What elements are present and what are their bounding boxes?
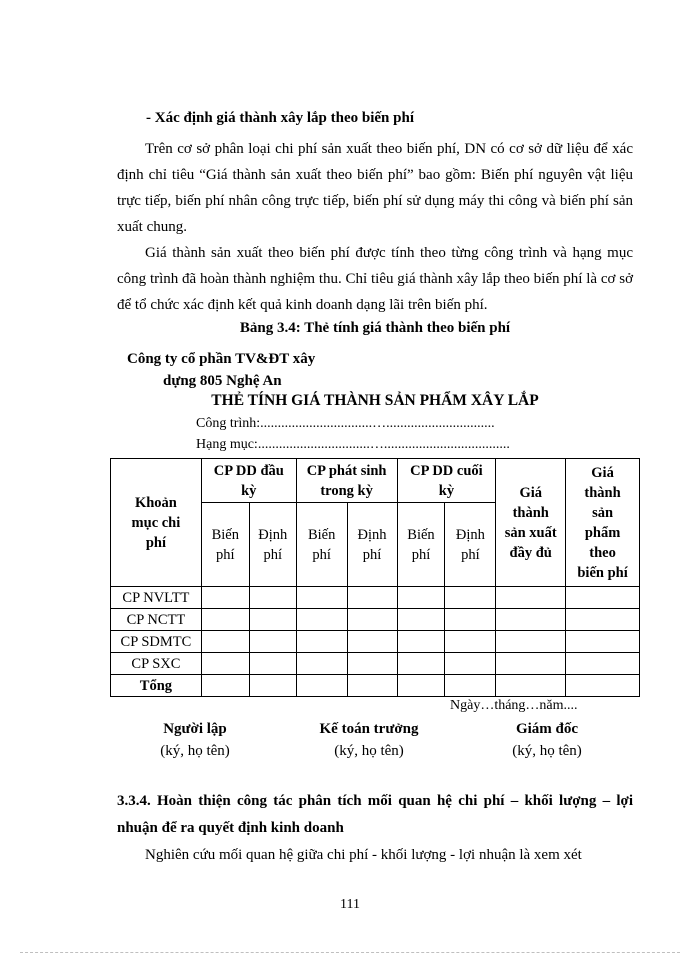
- signature-title: Người lập: [163, 721, 227, 737]
- header-gia-thanh-day-du: Giá thành sản xuất đầy đủ: [496, 459, 566, 587]
- section-heading: 3.3.4. Hoàn thiện công tác phân tích mối quan hệ chi phí – khối lượng – lợi nhuận để ra quyết định kinh doanh: [117, 793, 633, 836]
- header-cp-dd-dau: CP DD đầu kỳ: [201, 459, 296, 503]
- row-label: CP NCTT: [111, 609, 202, 631]
- header-dinh-phi: Định phí: [445, 503, 496, 587]
- cost-card-table: [110, 458, 640, 697]
- signature-note: (ký, họ tên): [160, 743, 230, 759]
- signature-title: Kế toán trưởng: [319, 721, 419, 737]
- paragraph-2: Giá thành sản xuất theo biến phí được tính theo từng công trình và hạng mục công trình đã hoàn thành nghiệm thu. Chỉ tiêu giá thành xây lắp theo biến phí là cơ sở để tổ chức xác định kết quả kinh doanh dạng lãi trên biến phí.: [117, 245, 633, 313]
- row-label: CP SDMTC: [111, 631, 202, 653]
- paragraph-3: Nghiên cứu mối quan hệ giữa chi phí - khối lượng - lợi nhuận là xem xét: [145, 847, 582, 863]
- table-caption: Bảng 3.4: Thẻ tính giá thành theo biến phí: [239, 320, 511, 336]
- item-line: Hạng mục:................................…....................................: [196, 437, 510, 452]
- page-number: 111: [340, 897, 360, 912]
- header-khoan-muc: Khoản mục chi phí: [111, 459, 202, 587]
- header-bien-phi: Biến phí: [201, 503, 249, 587]
- row-label-total: Tổng: [111, 675, 202, 697]
- signature-note: (ký, họ tên): [512, 743, 582, 759]
- signature-title: Giám đốc: [515, 721, 579, 737]
- row-label: CP SXC: [111, 653, 202, 675]
- table-row: [111, 631, 640, 653]
- header-bien-phi: Biến phí: [296, 503, 347, 587]
- card-title: THẺ TÍNH GIÁ THÀNH SẢN PHẨM XÂY LẮP: [211, 392, 539, 409]
- signature-chief-accountant: [294, 718, 444, 762]
- paragraph-1: Trên cơ sở phân loại chi phí sản xuất theo biến phí, DN có cơ sở dữ liệu để xác định chỉ tiêu “Giá thành sản xuất theo biến phí” bao gồm: Biến phí nguyên vật liệu trực tiếp, biến phí nhân công trực tiếp, biến phí sử dụng máy thi công và biến phí sản xuất chung.: [117, 141, 633, 235]
- page-footer-divider: [20, 952, 680, 953]
- header-dinh-phi: Định phí: [347, 503, 397, 587]
- header-cp-dd-cuoi: CP DD cuối kỳ: [397, 459, 496, 503]
- header-gia-thanh-bien-phi: Giá thành sản phẩm theo biến phí: [566, 459, 640, 587]
- company-line-2: dựng 805 Nghệ An: [163, 373, 282, 389]
- row-label: CP NVLTT: [111, 587, 202, 609]
- subheading: - Xác định giá thành xây lắp theo biến phí: [146, 110, 414, 126]
- header-cp-phat-sinh: CP phát sinh trong kỳ: [296, 459, 397, 503]
- body-text: [117, 136, 633, 318]
- company-name: [127, 348, 315, 392]
- date-line: Ngày…tháng…năm....: [450, 698, 578, 713]
- header-bien-phi: Biến phí: [397, 503, 445, 587]
- signature-note: (ký, họ tên): [334, 743, 404, 759]
- company-line-1: Công ty cổ phần TV&ĐT xây: [127, 351, 316, 367]
- signature-director: [482, 718, 612, 762]
- header-dinh-phi: Định phí: [249, 503, 296, 587]
- signature-preparer: [130, 718, 260, 762]
- project-line: Công trình:................................…...............................: [196, 416, 495, 431]
- table-row: [111, 587, 640, 609]
- table-row: [111, 653, 640, 675]
- table-row-total: [111, 675, 640, 697]
- table-row: [111, 609, 640, 631]
